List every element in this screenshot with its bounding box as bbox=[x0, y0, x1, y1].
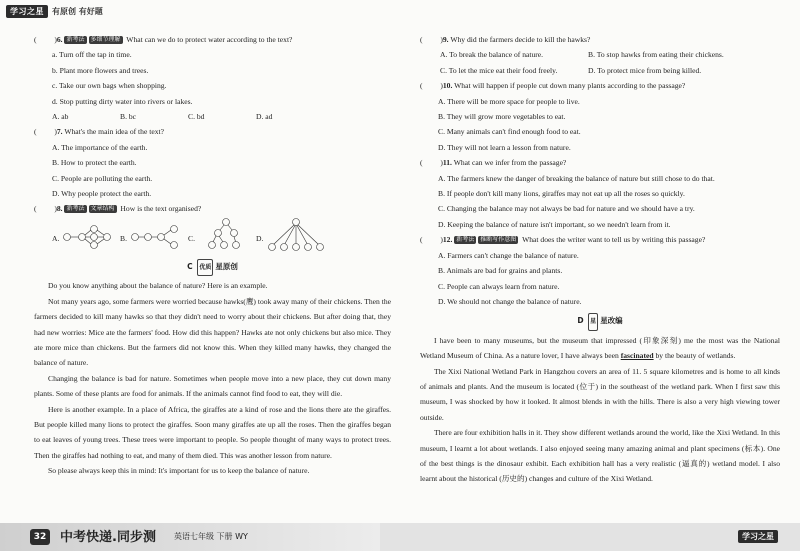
q9-choice-a[interactable]: A. To break the balance of nature. bbox=[440, 50, 544, 60]
question-6: ( )6. 新考法 多细节理解 What can we do to protect water according to the text? bbox=[34, 35, 293, 44]
q11-choice-a[interactable]: A. The farmers knew the danger of breaking the balance of nature but still chose to do that. bbox=[438, 173, 715, 183]
header bbox=[6, 4, 103, 18]
skill-tag: 推断写作意图 bbox=[480, 236, 517, 244]
question-12: ( )12. 新考法 推断写作意图 What does the writer want to tell us by writing this passage? bbox=[420, 235, 706, 245]
q6-choices bbox=[34, 109, 391, 124]
question-11: ( )11. What can we infer from the passage? bbox=[420, 158, 567, 168]
q6-choice-b[interactable]: B. bc bbox=[120, 112, 137, 122]
left-column bbox=[34, 32, 391, 479]
diagram-c-graphic bbox=[198, 217, 256, 257]
footer bbox=[0, 523, 800, 551]
skill-tag: 多细节理解 bbox=[90, 36, 121, 43]
q10-choice-d[interactable]: D. They will not learn a lesson from nature. bbox=[438, 142, 571, 152]
right-column bbox=[420, 32, 780, 487]
section-d-title: D 星 星改编 bbox=[420, 313, 780, 330]
q12-choice-d[interactable]: D. We should not change the balance of nature. bbox=[438, 296, 582, 306]
passage-c-paragraph-4: Here is another example. In a place of Africa, the giraffes ate a kind of rose and the lions there ate the giraffes. But people killed many lions to protect the giraffes. Soon many giraffes ate up all the roses. Then the giraffes began to eat leaves of young trees. These trees were important to people. So people thought of many ways to protect trees. Then the giraffes had nothing to eat, and many of them died. This was another lesson from nature. bbox=[34, 404, 391, 460]
q6-choice-d[interactable]: D. ad bbox=[256, 112, 273, 122]
q11-choice-b[interactable]: B. If people don't kill many lions, giraffes may not eat up all the roses so quickly. bbox=[438, 189, 685, 199]
new-test-tag: 新考法 bbox=[66, 205, 85, 213]
q7-choice-a[interactable]: A. The importance of the earth. bbox=[52, 142, 148, 152]
passage-c-paragraph-2: Not many years ago, some farmers were worried because hawks(鹰) took away many of their chickens. Then the farmers decided to kill many hawks so that they didn't need to worry about their chickens. But after doing that, they had new worries: Mice ate the farmers' food. How did this happen? Hawks ate not only chickens but also mice. They ate more mice than chickens. But the farmers did not know this. When they killed many hawks, they changed the balance of nature. bbox=[34, 296, 391, 368]
keyword-fascinated: fascinated bbox=[620, 351, 654, 361]
q9-choices-cd bbox=[420, 63, 780, 78]
footer-brand: 中考快递.同步测 bbox=[60, 530, 156, 545]
q7-choice-c[interactable]: C. People are polluting the earth. bbox=[52, 173, 153, 183]
q6-item-a: a. Turn off the tap in time. bbox=[52, 50, 132, 60]
passage-d-paragraph-3: There are four exhibition halls in it. They show different wetlands around the world, like the Xixi Wetland. In this museum, I learnt a lot about wetlands. I also enjoyed seeing many amazing animal and plant specimens (标本). One of the best things is the dinosaur exhibit. Each exhibition hall has a very realistic (逼真的) wetland model. I also learnt about the historical (历史的) changes and culture of the Xixi Wetland. bbox=[420, 428, 780, 484]
q6-choice-c[interactable]: C. bd bbox=[188, 112, 205, 122]
footer-logo: 学习之星 bbox=[738, 530, 778, 543]
q6-item-d: d. Stop putting dirty water into rivers or lakes. bbox=[52, 96, 193, 106]
passage-d-paragraph-1: I have been to many museums, but the museum that impressed (印象深刻) me the most was the National Wetland Museum of China. As a nature lover, I have always been fascinated by the beauty of wetlands. bbox=[420, 335, 780, 361]
q7-choice-d[interactable]: D. Why people protect the earth. bbox=[52, 189, 152, 199]
passage-c-paragraph-3: Changing the balance is bad for nature. Sometimes when people move into a new place, they cut down many plants. Some of these plants are food for animals. If the animals cannot find food to eat, they will die. bbox=[34, 373, 391, 399]
new-test-tag: 新考法 bbox=[456, 236, 475, 244]
diagram-b-graphic bbox=[130, 217, 188, 257]
footer-edition: 英语七年级 下册 WY bbox=[174, 532, 248, 541]
q6-choice-a[interactable]: A. ab bbox=[52, 112, 69, 122]
diagram-a-graphic bbox=[62, 217, 120, 257]
diagram-d-graphic bbox=[266, 217, 326, 257]
q9-choice-d[interactable]: D. To protect mice from being killed. bbox=[588, 65, 702, 75]
q6-item-b: b. Plant more flowers and trees. bbox=[52, 65, 149, 75]
q9-choice-b[interactable]: B. To stop hawks from eating their chickens. bbox=[588, 50, 724, 60]
q9-choices-ab bbox=[420, 47, 780, 62]
header-logo: 学习之星 bbox=[6, 5, 48, 18]
page-number: 32 bbox=[30, 529, 50, 545]
question-10: ( )10. What will happen if people cut down many plants according to the passage? bbox=[420, 81, 686, 91]
q11-choice-d[interactable]: D. Keeping the balance of nature isn't important, so we needn't learn from it. bbox=[438, 219, 671, 229]
header-slogan: 有原创 有好题 bbox=[52, 6, 103, 16]
q6-item-c: c. Take our own bags when shopping. bbox=[52, 81, 167, 91]
structure-diagrams: A. B. C. D. bbox=[52, 217, 391, 257]
question-7: ( )7. What's the main idea of the text? bbox=[34, 127, 164, 137]
passage-c-paragraph-5: So please always keep this in mind: It's important for us to keep the balance of nature. bbox=[48, 466, 310, 476]
section-c-title: C 优质 星原创 bbox=[34, 259, 391, 276]
new-test-tag: 新考法 bbox=[66, 36, 85, 43]
q10-choice-c[interactable]: C. Many animals can't find enough food to eat. bbox=[438, 127, 581, 137]
passage-c-paragraph-1: Do you know anything about the balance of nature? Here is an example. bbox=[48, 281, 268, 291]
skill-tag: 文章结构 bbox=[90, 205, 115, 213]
q9-choice-c[interactable]: C. To let the mice eat their food freely. bbox=[440, 65, 558, 75]
q12-choice-c[interactable]: C. People can always learn from nature. bbox=[438, 281, 560, 291]
q12-choice-a[interactable]: A. Farmers can't change the balance of nature. bbox=[438, 250, 579, 260]
q7-choice-b[interactable]: B. How to protect the earth. bbox=[52, 158, 137, 168]
q12-choice-b[interactable]: B. Animals are bad for grains and plants. bbox=[438, 266, 563, 276]
q10-choice-a[interactable]: A. There will be more space for people to live. bbox=[438, 96, 580, 106]
q10-choice-b[interactable]: B. They will grow more vegetables to eat. bbox=[438, 112, 566, 122]
passage-d-paragraph-2: The Xixi National Wetland Park in Hangzhou covers an area of 11. 5 square kilometres and is home to all kinds of animals and plants. And the museum is located (位于) in the southeast of the wetland park. When I first saw this museum, I was shocked by how it looked. It almost blends in with the hills. There is also a very high viewing tower outside. bbox=[420, 366, 780, 422]
q11-choice-c[interactable]: C. Changing the balance may not always be bad for nature and we should have a try. bbox=[438, 204, 695, 214]
question-8: ( )8. 新考法 文章结构 How is the text organised? bbox=[34, 204, 202, 214]
question-9: ( )9. Why did the farmers decide to kill the hawks? bbox=[420, 35, 591, 44]
